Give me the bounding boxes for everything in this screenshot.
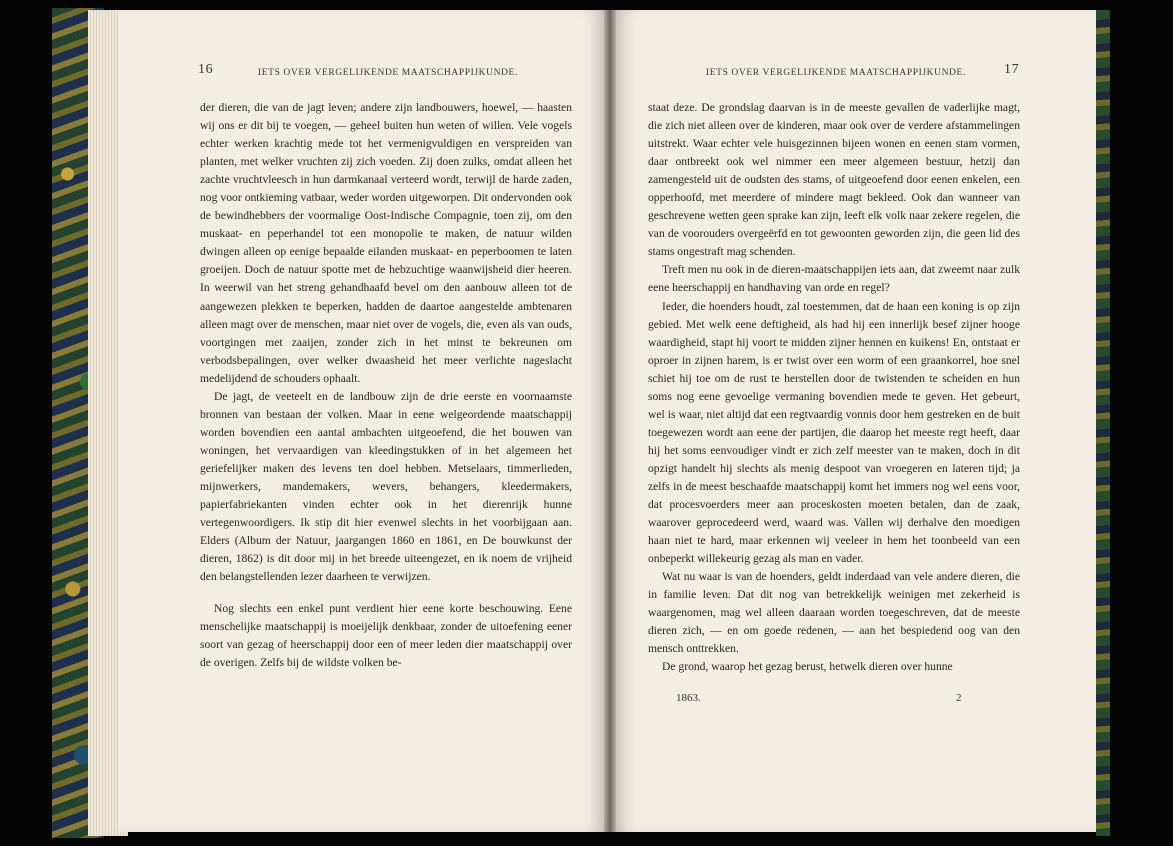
paragraph: Nog slechts een enkel punt verdient hier eene korte beschouwing. Eene menschelijke maatschappij is moeijelijk denkbaar, zonder de uitoefening eener soort van gezag of heerschappij door een of meer leden dier maatschappij over de overigen. Zelfs bij de wildste volken be-	[200, 602, 572, 670]
paragraph: Ieder, die hoenders houdt, zal toestemmen, dat de haan een koning is op zijn gebied. Met welk eene deftigheid, als had hij een innerlijk besef zijner hooge waardigheid, stapt hij voort te midden zijner hennen en kuikens! En, ontstaat er oproer in zijnen harem, is er twist over een worm of een graankorrel, hoe snel schiet hij toe om de rust te herstellen door de twistenden te scheiden en hun soms nog eene gevoelige vermaning bovendien mede te geven. Het gebeurt, wel is waar, niet altijd dat een regtvaardig vonnis door hem gestreken en de buit toegewezen wordt aan eene der partijen, die daarop het meeste regt heeft, daar hij het soms eenvoudiger vindt er zich zelf meester van te maken, doch in dit opzigt handelt hij slechts als menig despoot van vroegeren en lateren tijd; ja zelfs in de meest beschaafde maatschappij komt het immers nog wel eens voor, dat procesvoerders meer aan proceskosten moeten betalen, dan de zaak, waarover geprocedeerd werd, waard was. Vallen wij derhalve den moedigen haan niet te hard, maar erkennen wij veeleer in hem het toonbeeld van een onbeperkt willekeurig gezag als man en vader.	[648, 299, 1020, 566]
paragraph: Treft men nu ook in de dieren-maatschappijen iets aan, dat zweemt naar zulk eene heerschappij en handhaving van orde en regel?	[648, 263, 1020, 295]
paragraph: staat deze. De grondslag daarvan is in de meeste gevallen de vaderlijke magt, die zich niet alleen over de kinderen, maar ook over de verdere afstammelingen uitstrekt. Waar echter vele huisgezinnen bijeen wonen en eenen stam vormen, daar ontbreekt ook wel nimmer een meer algemeen bestuur, hetzij dan zamengesteld uit de oudsten des stams, of uitgeoefend door eenen enkelen, een opperhoofd, met meerdere of mindere magt bekleed. Ook dan wanneer van geschrevene wetten geen sprake kan zijn, leeft elk volk naar zekere regelen, die van de voorouders overgeërfd en tot gewoonten geworden zijn, die geen lid des stams ongestraft mag schenden.	[648, 101, 1020, 259]
right-running-head	[706, 62, 1026, 86]
right-page-title: IETS OVER VERGELIJKENDE MAATSCHAPPIJKUNDE.	[706, 68, 966, 78]
paragraph: De grond, waarop het gezag berust, hetwelk dieren over hunne	[662, 660, 953, 674]
paragraph: Wat nu waar is van de hoenders, geldt inderdaad van vele andere dieren, die in familie leven. Dat dit nog van betrekkelijk weinigen met zekerheid is waargenomen, mag wel alleen daaraan worden toegeschreven, dat de meeste dieren zich, — en om goede redenen, — aan het bespiedend oog van den mensch onttrekken.	[648, 570, 1020, 656]
book-gutter	[604, 10, 616, 832]
footer-year: 1863.	[676, 692, 701, 704]
marbled-edge-right	[1096, 10, 1110, 836]
footer-signature-mark: 2	[956, 692, 962, 704]
right-page-number: 17	[1004, 62, 1020, 77]
left-page-title: IETS OVER VERGELIJKENDE MAATSCHAPPIJKUNDE.	[258, 68, 518, 78]
left-running-head	[198, 62, 578, 86]
right-page-body	[648, 99, 1020, 677]
paragraph: De jagt, de veeteelt en de landbouw zijn de drie eerste en voornaamste bronnen van bestaan der volken. Maar in eene welgeordende maatschappij worden bovendien een aantal ambachten uitgeoefend, die het bouwen van woningen, het vervaardigen van kleedingstukken of in het algemeen het geriefelijker maken des levens ten doel hebben. Metselaars, timmerlieden, mijnwerkers, mandemakers, wevers, behangers, kleedermakers, papierfabriekanten vinden echter ook in het dierenrijk hunne vertegenwoordigers. Ik stip dit hier evenwel slechts in het voorbijgaan aan. Elders (Album der Natuur, jaargangen 1860 en 1861, en De bouwkunst der dieren, 1862) is dit door mij in het breede uiteengezet, en ik noem de vrijheid den belangstellenden lezer daarheen te verwijzen.	[200, 389, 572, 584]
paragraph: der dieren, die van de jagt leven; andere zijn landbouwers, hoewel, — haasten wij ons er dit bij te voegen, — geheel buiten hun weten of willen. Vele vogels echter werken krachtig mede tot het vermenigvuldigen en verspreiden van planten, met welker vruchten zij zich voeden. Zij doen zulks, omdat alleen het zachte vruchtvleesch in hun darmkanaal verteerd wordt, terwijl de harde zaden, nog voor ontkieming vatbaar, weder worden uitgeworpen. Dit ondervonden ook de bewindhebbers der voormalige Oost-Indische Compagnie, toen zij, om den muskaat- en peperhandel tot een monopolie te maken, de natuur wilden dwingen alleen op eenige bepaalde eilanden muskaat- en peperboomen te laten groeijen. Doch de natuur spotte met de hebzuchtige waanwijsheid dier heeren. In weerwil van het streng gehandhaafd bevel om den aanbouw alleen tot de aangewezen plekken te beperken, hadden de daartoe aangestelde ambtenaren alleen magt over de menschen, maar niet over de vogels, die, even als van ouds, voortgingen met zaaijen, zonder zich in het minst te bekreunen om verbodsbepalingen, over welker dwaasheid het meer verlichte nageslacht medelijdend de schouders ophaalt.	[200, 101, 572, 385]
left-page-body	[200, 99, 572, 672]
left-page-number: 16	[198, 62, 214, 77]
